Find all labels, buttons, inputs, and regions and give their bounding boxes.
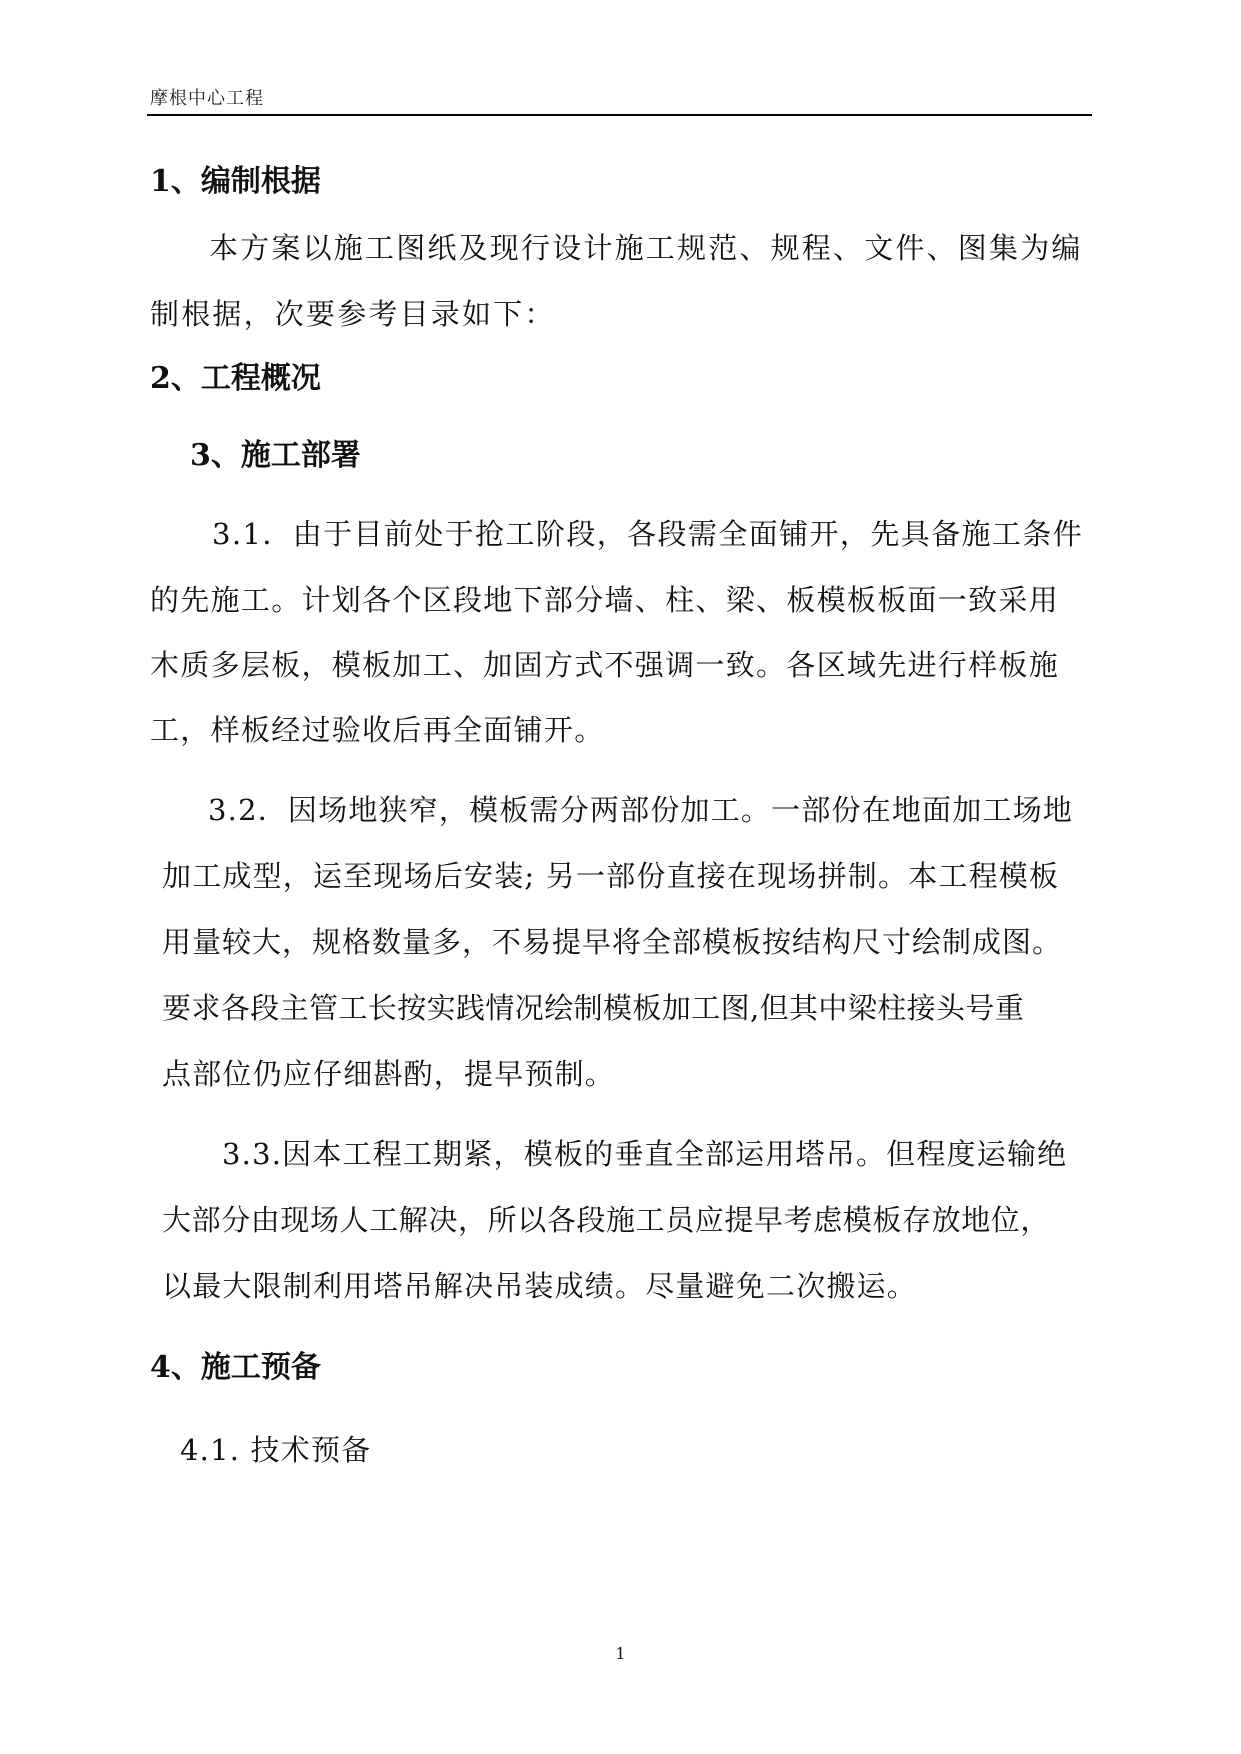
section-3-1-line-4: 工，样板经过验收后再全面铺开。 bbox=[150, 713, 605, 747]
page-number: 1 bbox=[615, 1644, 626, 1663]
section-3-2-line-4: 要求各段主管工长按实践情况绘制模板加工图,但其中梁柱接头号重 bbox=[162, 991, 1025, 1025]
page-header-title: 摩根中心工程 bbox=[150, 88, 264, 109]
section-3-3-line-2: 大部分由现场人工解决，所以各段施工员应提早考虑模板存放地位， bbox=[162, 1203, 1051, 1237]
section-1-line-1: 本方案以施工图纸及现行设计施工规范、规程、文件、图集为编 bbox=[209, 231, 1083, 265]
section-1-line-2: 制根据，次要参考目录如下： bbox=[150, 297, 556, 331]
header-divider bbox=[147, 114, 1092, 116]
section-3-2-line-5: 点部位仍应仔细斟酌，提早预制。 bbox=[162, 1057, 616, 1091]
section-3-heading: 3、施工部署 bbox=[190, 438, 361, 473]
section-3-3-line-3: 以最大限制利用塔吊解决吊装成绩。尽量避免二次搬运。 bbox=[162, 1269, 918, 1303]
section-1-heading: 1、编制根据 bbox=[150, 164, 321, 199]
section-3-2-line-2: 加工成型，运至现场后安装; 另一部份直接在现场拼制。本工程模板 bbox=[162, 859, 1060, 893]
section-3-2-line-1: 3.2．因场地狭窄，模板需分两部份加工。一部份在地面加工场地 bbox=[208, 793, 1074, 827]
section-3-3-line-1: 3.3.因本工程工期紧，模板的垂直全部运用塔吊。但程度运输绝 bbox=[222, 1137, 1068, 1171]
section-3-1-line-1: 3.1．由于目前处于抢工阶段，各段需全面铺开，先具备施工条件 bbox=[212, 517, 1084, 551]
section-4-heading: 4、施工预备 bbox=[150, 1350, 321, 1385]
section-3-1-line-2: 的先施工。计划各个区段地下部分墙、柱、梁、板模板板面一致采用 bbox=[150, 583, 1060, 617]
section-3-2-line-3: 用量较大，规格数量多，不易提早将全部模板按结构尺寸绘制成图。 bbox=[162, 925, 1063, 959]
section-4-1-subheading: 4.1. 技术预备 bbox=[180, 1433, 372, 1467]
section-2-heading: 2、工程概况 bbox=[150, 361, 321, 396]
section-3-1-line-3: 木质多层板，模板加工、加固方式不强调一致。各区域先进行样板施 bbox=[150, 648, 1060, 682]
